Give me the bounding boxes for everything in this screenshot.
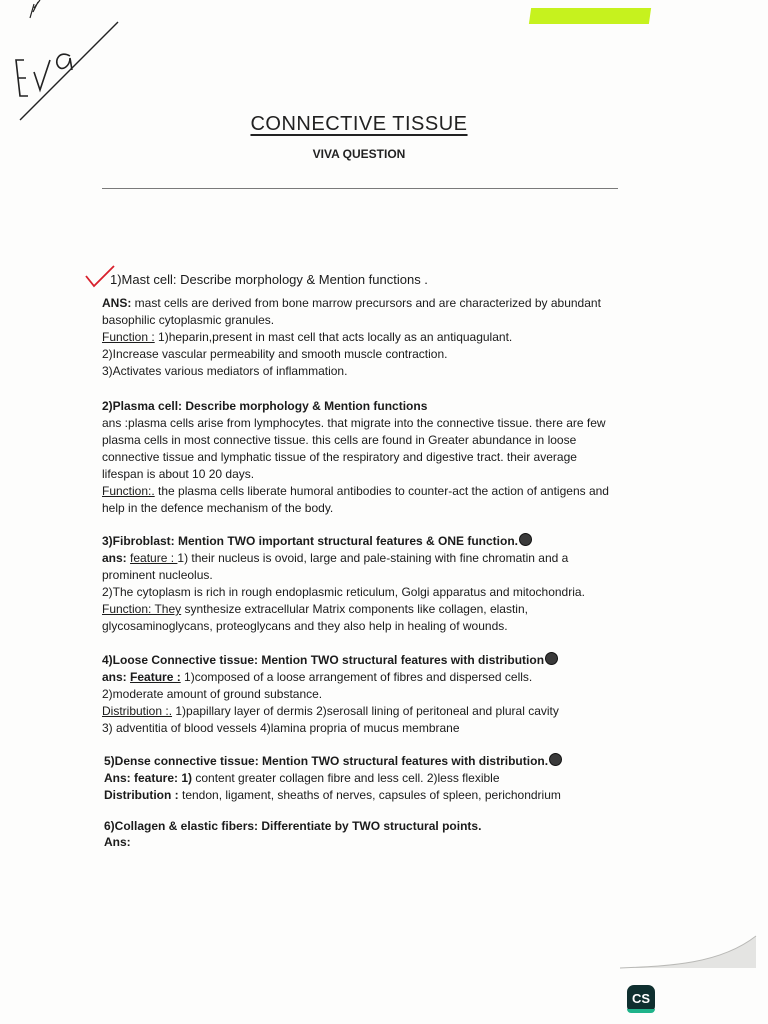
ans-label: Ans: feature: 1)	[104, 771, 193, 785]
ans-label: ans:	[102, 670, 131, 684]
ans-text: 1) their nucleus is ovoid, large and pale-staining with fine chromatin and a	[177, 551, 569, 565]
feature-label: feature :	[130, 551, 178, 565]
function-2-line-2: help in the defence mechanism of the body.	[102, 501, 334, 515]
question-4-text: 4)Loose Connective tissue: Mention TWO structural features with distribution	[102, 653, 545, 667]
bullet-dot-icon	[545, 652, 558, 665]
bullet-dot-icon	[549, 753, 562, 766]
question-1: 1)Mast cell: Describe morphology & Mention functions .	[110, 272, 428, 287]
feature-label: Feature :	[130, 670, 181, 684]
bullet-dot-icon	[519, 533, 532, 546]
function-text: 1)heparin,present in mast cell that acts locally as an antiquagulant.	[154, 330, 513, 344]
function-label: Function:.	[102, 484, 155, 498]
camscanner-logo: CS	[627, 985, 655, 1013]
answer-2-line-4: lifespan is about 10 20 days.	[102, 467, 255, 481]
highlighter-mark	[529, 8, 651, 24]
distribution-label: Distribution :.	[102, 704, 173, 718]
answer-1-line-1	[102, 295, 601, 311]
answer-5-line-1	[104, 770, 500, 786]
page-curl-shadow	[620, 930, 760, 970]
function-text: synthesize extracellular Matrix components like collagen, elastin,	[181, 602, 528, 616]
function-label: Function :	[102, 330, 155, 344]
function-text: the plasma cells liberate humoral antibodies to counter-act the action of antigens and	[154, 484, 609, 498]
function-label: Function: They	[102, 602, 182, 616]
question-4	[102, 652, 558, 668]
ans-text: 1)composed of a loose arrangement of fibres and dispersed cells.	[180, 670, 533, 684]
answer-3-line-2: prominent nucleolus.	[102, 568, 213, 582]
function-3-line-2: glycosaminoglycans, proteoglycans and they also help in healing of wounds.	[102, 619, 508, 633]
question-2: 2)Plasma cell: Describe morphology & Mention functions	[102, 399, 428, 413]
ans-text: mast cells are derived from bone marrow precursors and are characterized by abundant	[131, 296, 601, 310]
question-3	[102, 533, 532, 549]
answer-4-line-2: 2)moderate amount of ground substance.	[102, 687, 323, 701]
divider-line	[102, 188, 618, 189]
answer-3-line-1	[102, 550, 568, 566]
ans-text: content greater collagen fibre and less cell. 2)less flexible	[192, 771, 500, 785]
function-1-line-2: 2)Increase vascular permeability and smooth muscle contraction.	[102, 347, 448, 361]
distribution-label: Distribution :	[104, 788, 179, 802]
page-title: CONNECTIVE TISSUE	[250, 113, 468, 135]
answer-2-line-3: connective tissue and lymphatic tissue of the respiratory and digestive tract. their average	[102, 450, 577, 464]
question-5	[104, 753, 562, 769]
page-subtitle: VIVA QUESTION	[312, 147, 406, 161]
distribution-text: 1)papillary layer of dermis 2)serosall lining of peritoneal and plural cavity	[172, 704, 559, 718]
function-3-line-1	[102, 601, 528, 617]
distribution-4-line-2: 3) adventitia of blood vessels 4)lamina propria of mucus membrane	[102, 721, 460, 735]
answer-6-label: Ans:	[104, 835, 131, 849]
handwritten-signature	[0, 0, 150, 130]
question-5-text: 5)Dense connective tissue: Mention TWO structural features with distribution.	[104, 754, 549, 768]
function-2-line-1	[102, 483, 609, 499]
distribution-text: tendon, ligament, sheaths of nerves, capsules of spleen, perichondrium	[178, 788, 561, 802]
question-6: 6)Collagen & elastic fibers: Differentiate by TWO structural points.	[104, 819, 482, 833]
function-1-line-1	[102, 329, 512, 345]
ans-label: ans:	[102, 551, 127, 565]
answer-4-line-1	[102, 669, 532, 685]
distribution-4-line-1	[102, 703, 559, 719]
answer-3-line-3: 2)The cytoplasm is rich in rough endoplasmic reticulum, Golgi apparatus and mitochondria.	[102, 585, 585, 599]
answer-1-line-2: basophilic cytoplasmic granules.	[102, 313, 275, 327]
question-3-text: 3)Fibroblast: Mention TWO important structural features & ONE function.	[102, 534, 519, 548]
distribution-5-line-1	[104, 787, 561, 803]
answer-2-line-2: plasma cells in most connective tissue. this cells are found in Greater abundance in loose	[102, 433, 577, 447]
ans-label: ANS:	[102, 296, 132, 310]
answer-2-line-1: ans :plasma cells arise from lymphocytes. that migrate into the connective tissue. there are few	[102, 416, 606, 430]
function-1-line-3: 3)Activates various mediators of inflammation.	[102, 364, 348, 378]
